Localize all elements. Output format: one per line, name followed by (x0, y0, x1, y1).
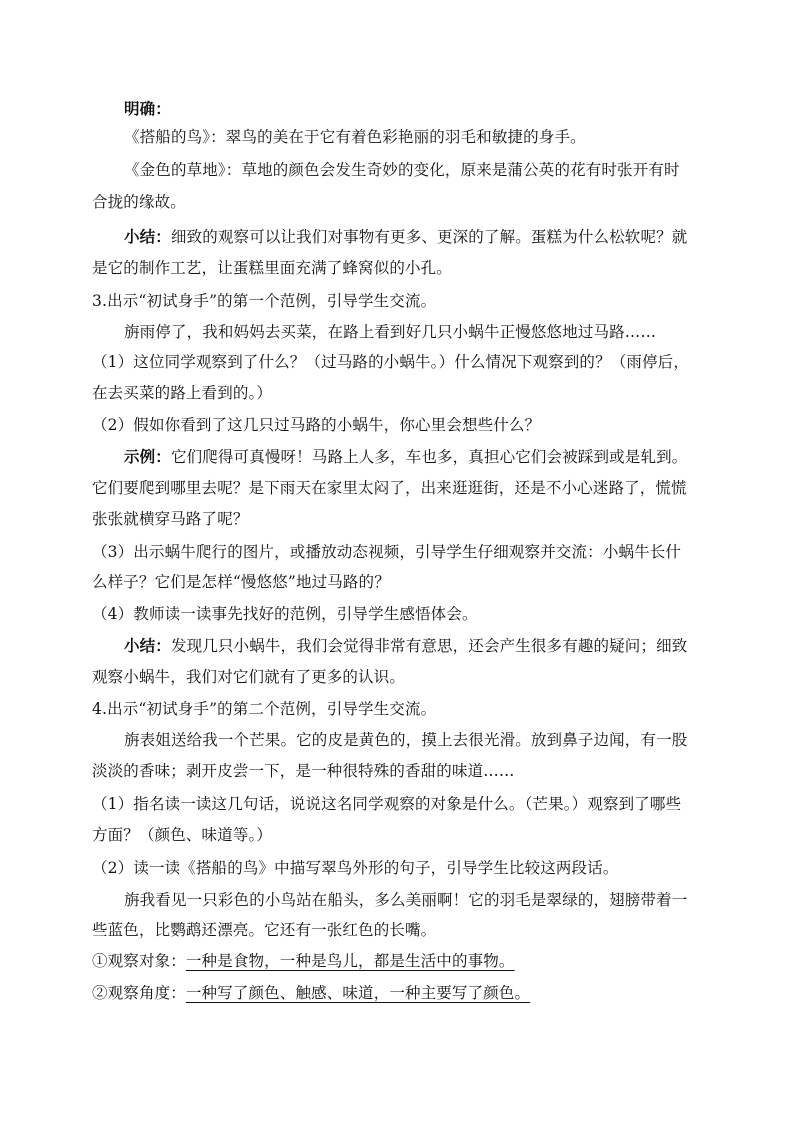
text-line (92, 446, 744, 468)
text-run: 它们要爬到哪里去呢？是下雨天在家里太闷了，出来逛逛街，还是不小心迷路了，慌慌 (92, 479, 687, 497)
text-line (92, 477, 712, 499)
text-run: （4）教师读一读事先找好的范例，引导学生感悟体会。 (92, 605, 478, 623)
text-line (92, 698, 712, 720)
text-run: 细致的观察可以让我们对事物有更多、更深的了解。蛋糕为什么松软呢？就 (170, 228, 688, 246)
text-line (92, 414, 712, 436)
text-line (92, 382, 712, 404)
text-run: 在去买菜的路上看到的。） (92, 384, 273, 402)
text-run: 《金色的草地》：草地的颜色会发生奇妙的变化，原来是蒲公英的花有时张开有时 (124, 161, 680, 179)
text-run: 观察小蜗牛，我们对它们就有了更多的认识。 (92, 668, 406, 686)
text-line (92, 571, 712, 593)
text-run: 么样子？它们是怎样“慢悠悠”地过马路的？ (92, 573, 390, 591)
text-run: 它们爬得可真慢呀！马路上人多，车也多，真担心它们会被踩到或是轧到。 (170, 448, 688, 466)
text-line (92, 351, 712, 373)
text-line (92, 666, 712, 688)
text-run: 4.出示“初试身手”的第二个范例，引导学生交流。 (92, 700, 437, 718)
text-line (92, 824, 712, 846)
text-run: 淡淡的香味；剥开皮尝一下，是一种很特殊的香甜的味道…… (92, 762, 515, 780)
text-line (92, 226, 744, 248)
text-run: 旃表姐送给我一个芒果。它的皮是黄色的，摸上去很光滑。放到鼻子边闻，有一股 (124, 731, 688, 749)
underlined-answer: 一种是食物，一种是鸟儿，都是生活中的事物。 (185, 952, 515, 970)
bold-label: 明确： (124, 99, 171, 118)
text-run: （3）出示蜗牛爬行的图片，或播放动态视频，引导学生仔细观察并交流：小蜗牛长什 (92, 543, 682, 561)
text-run: （2）假如你看到了这几只过马路的小蜗牛，你心里会想些什么？ (92, 416, 541, 434)
text-line (92, 321, 744, 343)
text-run: 旃我看见一只彩色的小鸟站在船头，多么美丽啊！它的羽毛是翠绿的，翅膀带着一 (124, 891, 688, 909)
text-line (92, 603, 712, 625)
text-line (92, 729, 744, 751)
text-line (92, 257, 712, 279)
text-line (92, 760, 712, 782)
text-line (92, 508, 712, 530)
text-run: ①观察对象： (92, 952, 186, 970)
text-run: 3.出示“初试身手”的第一个范例，引导学生交流。 (92, 292, 437, 310)
text-line (92, 889, 744, 911)
underlined-answer: 一种写了颜色、触感、味道，一种主要写了颜色。 (185, 984, 531, 1002)
text-line (92, 857, 712, 879)
text-line (92, 635, 744, 657)
bold-label: 小结： (124, 227, 171, 246)
text-line (92, 98, 744, 120)
text-run: 发现几只小蜗牛，我们会觉得非常有意思，还会产生很多有趣的疑问；细致 (170, 637, 688, 655)
text-run: 些蓝色，比鹦鹉还漂亮。它还有一张红色的长嘴。 (92, 921, 437, 939)
text-line (92, 290, 712, 312)
bold-label: 小结： (124, 636, 171, 655)
text-line (92, 191, 712, 213)
text-line (92, 541, 712, 563)
text-run: 方面？（颜色、味道等。） (92, 826, 273, 844)
text-line (92, 793, 712, 815)
text-run: 合拢的缘故。 (92, 193, 186, 211)
text-line (92, 126, 744, 148)
text-line (92, 950, 712, 972)
text-run: 旃雨停了，我和妈妈去买菜，在路上看到好几只小蜗牛正慢悠悠地过马路…… (124, 323, 657, 341)
text-line (92, 919, 712, 941)
text-line (92, 982, 712, 1004)
text-line (92, 159, 744, 181)
text-run: （2）读一读《搭船的鸟》中描写翠鸟外形的句子，引导学生比较这两段话。 (92, 859, 619, 877)
bold-label: 示例： (124, 447, 171, 466)
text-run: 《搭船的鸟》：翠鸟的美在于它有着色彩艳丽的羽毛和敏捷的身手。 (124, 128, 586, 146)
text-run: ②观察角度： (92, 984, 186, 1002)
text-run: 是它的制作工艺，让蛋糕里面充满了蜂窝似的小孔。 (92, 259, 452, 277)
text-run: 张张就横穿马路了呢？ (92, 510, 249, 528)
text-run: （1）这位同学观察到了什么？（过马路的小蜗牛。）什么情况下观察到的？（雨停后， (92, 353, 689, 371)
text-run: （1）指名读一读这几句话，说说这名同学观察的对象是什么。（芒果。）观察到了哪些 (92, 795, 682, 813)
